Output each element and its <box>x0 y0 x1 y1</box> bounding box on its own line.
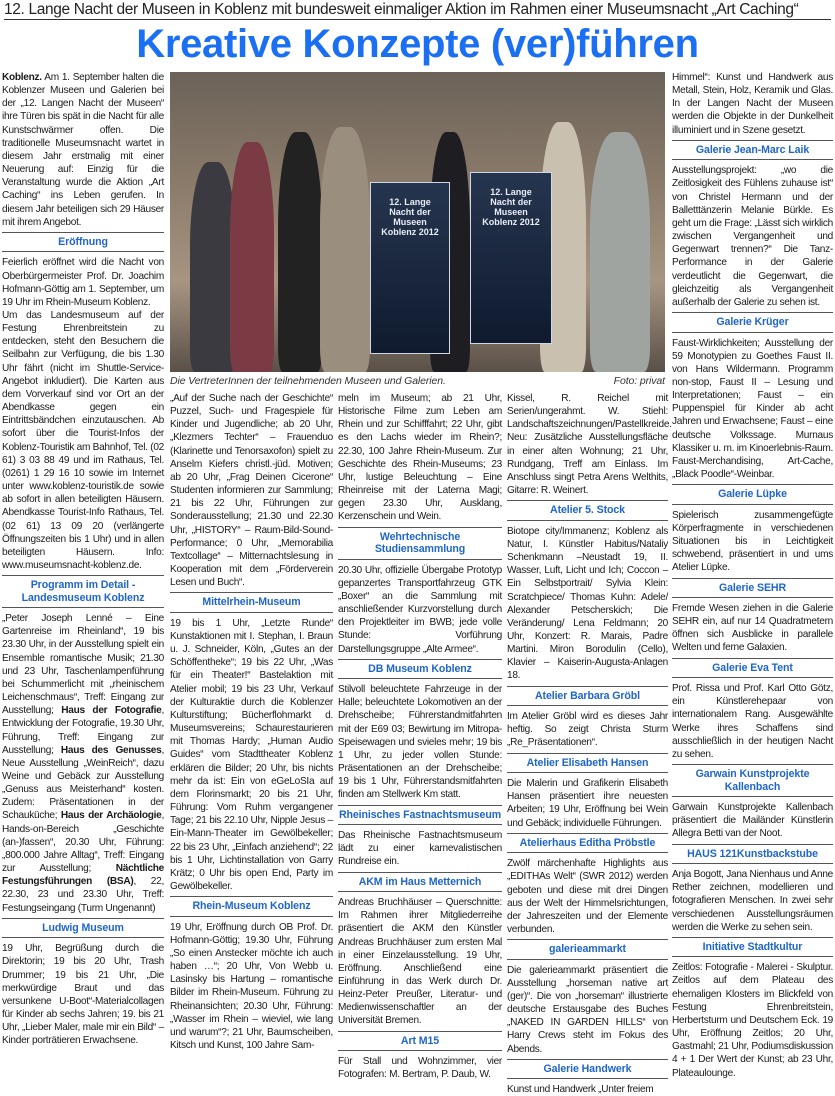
section-heading: Mittelrhein-Museum <box>170 592 333 613</box>
section-heading: Galerie Eva Tent <box>672 658 833 679</box>
caption-text: Die VertreterInnen der teilnehmenden Museen und Galerien. <box>170 375 446 387</box>
paragraph <box>170 921 333 1053</box>
text-run: Anja Bogott, Jana Nienhaus und Anne Rether zeichnen, modellieren und fotografieren Menschen. In zwei sehr verschiedenen Ausstellungsräumen werden die Werke zu sehen sein. <box>672 869 833 933</box>
section-heading: Ludwig Museum <box>2 918 164 939</box>
section-heading: Rhein-Museum Koblenz <box>170 896 333 917</box>
paragraph <box>672 602 833 655</box>
paragraph <box>2 309 164 572</box>
paragraph <box>672 71 833 137</box>
text-run: meln im Museum; ab 21 Uhr, Historische Filme zum Leben am Rhein und zur Schifffahrt; 22 Uhr, gibt es den Lachs wieder im Rhein?; 22.30, 100 Jahre Rhein-Museum. Zur Geschichte des Rhein-Museums; 23 Uhr, lustige Beleuchtung – Eine Rheinreise mit der Laterna Magi; gegen 23.30 Uhr, Ausklang, Kerzenschein und Wein. <box>338 393 502 523</box>
paragraph <box>338 392 502 524</box>
venue-name: Haus des Genusses <box>60 744 162 756</box>
event-poster <box>370 182 450 354</box>
text-run: Kissel, R. Reichel mit Serien/ungerahmt. W. Stiehl: Landschaftszeichnungen/Pastellkreide. <box>507 393 672 431</box>
photo-credit: Foto: privat <box>613 375 665 387</box>
text-run: Ausstellungsprojekt: „wo die Zeitlosigkeit des Fühlens zuhause ist“ von Christel Hermann und der Balletttänzerin Melanie Bürkle. Es geht um die Frage: „Lässt sich wirklich zwischen Vergangenheit und Gegenwart trennen?“ Die Tanz-Performance in der Galerie verdeutlicht die Gegenwart, die gleichzeitig als Vergangenheit außerhalb der Galerie zu sehen ist. <box>672 165 833 308</box>
text-run: , Neue Ausstellung „WeinReich“, dazu Weine und Gebäck zur Ausstellung „Genuss aus Meisterhand“ kosten. Zudem: Präsentationen in der Schauküche; <box>2 744 164 822</box>
text-run: Im Atelier Gröbl wird es dieses Jahr heftig. So zeigt Christa Sturm „Re_Präsentationen“. <box>507 711 668 749</box>
text-run: , Entwicklung der Fotografie, 19.30 Uhr, Führung, Treff: Eingang zur Ausstellung; <box>2 705 164 756</box>
text-run: Das Rheinische Fastnachtsmuseum lädt zu einer karnevalistischen Rundreise ein. <box>338 830 502 868</box>
paragraph <box>507 777 668 830</box>
text-run: Um das Landesmuseum auf der Festung Ehrenbreitstein zu entdecken, steht den Besuchern die Seilbahn zur Verfügung, die bis 1.30 Uhr fährt (nicht im Shuttle-Service-Angebot inkludiert). Die Karten aus dem Vorverkauf sind vor Ort an der Abendkasse gegen ein Eintrittsbändchen einzutauschen. Ab sofort über die Tourist-Infos der Koblenz-Touristik am Bahnhof, Tel. (02 61) 3 03 88 49 und im Rathaus, Tel. (0261) 1 29 16 10 sowie im Internet unter www.koblenz-touristik.de sowie ab sofort in allen beteiligten Häusern. Abendkasse Tourist-Info Rathaus, Tel. (02 61) 13 09 20 (verlängerte Öffnungszeiten bis 1 Uhr) und in allen beteiligten Häusern. Info: www.museumsnacht-koblenz.de. <box>2 310 164 571</box>
section-heading: Atelier Elisabeth Hansen <box>507 753 668 774</box>
paragraph <box>507 857 668 936</box>
text-run: Fremde Wesen ziehen in die Galerie SEHR ein, auf nur 14 Quadratmetern öffnen sich Ausblicke in parallele Welten und ferne Galaxien. <box>672 603 833 654</box>
paragraph <box>672 868 833 934</box>
paragraph <box>672 801 833 840</box>
section-heading: Galerie Lüpke <box>672 484 833 505</box>
paragraph <box>507 525 668 683</box>
text-run: Kunst und Handwerk „Unter freiem <box>507 1084 654 1096</box>
paragraph <box>507 1083 668 1096</box>
paragraph <box>338 829 502 868</box>
text-column-3 <box>338 392 502 1081</box>
section-heading: Atelier 5. Stock <box>507 500 668 521</box>
section-heading: Atelierhaus Editha Pröbstle <box>507 833 668 854</box>
paragraph <box>338 683 502 801</box>
paragraph <box>507 964 668 1056</box>
venue-name: Koblenz. <box>2 72 42 83</box>
text-column-2 <box>170 392 333 1052</box>
paragraph <box>170 392 333 589</box>
venue-name: Haus der Archäologie <box>60 810 162 822</box>
text-run: Prof. Rissa und Prof. Karl Otto Götz, ein Künstlerehepaar von internationalem Rang. Ausgewählte Werke ihres Schaffens sind ausschließlich in der heutigen Nacht zu sehen. <box>672 683 833 760</box>
event-poster <box>470 172 552 344</box>
text-run: Stilvoll beleuchtete Fahrzeuge in der Halle; beleuchtete Lokomotiven an der Drehscheibe; Führerstandmitfahrten mit der E69 03; Bewirtung im Mitropa-Speisewagen und svieles mehr; 19 bis 1 Uhr, zu jeder vollen Stunde: Präsentationen an der Drehscheibe; 19 bis 1 Uhr, Führerstandsmitfahrten finden am Stellwerk Km statt. <box>338 684 502 801</box>
text-run: Für Stall und Wohnzimmer, vier Fotografen: M. Bertram, P. Daub, W. <box>338 1056 502 1081</box>
text-run: „Auf der Suche nach der Geschichte“ Puzzel, Such- und Fragespiele für Kinder und Jugendliche; ab 20 Uhr, „Klezmers Techter“ – Frauenduo (Klarinette und Tenorsaxofon) spielt zu Anselm Kiefers christl.-jüd. Motiven; ab 20 Uhr, „Frag Deinen Cicerone“ Studenten informieren zur Sammlung; 21 bis 22 Uhr, Führungen zur Sonderausstellung; 21.30 und 22.30 Uhr, „HISTORY“ – Raum-Bild-Sound-Performance; 0 Uhr, „Memorabilia Textcollage“ – Mitternachtslesung in Kooperation mit dem „Förderverein Lesen und Buch“. <box>170 393 333 589</box>
text-run: Faust-Wirklichkeiten; Ausstellung der 59 Monotypien zu Goethes Faust II. von Hans Wildermann. Programm non-stop, Faust II – Lesung und Interpretationen; Faust – ein Puppenspiel für Kinder ab acht Jahren und Erwachsene; Faust – eine deutsche Volkssage. Murnaus Klassiker u. m. im Kinoerlebnis-Raum. Faust-Merchandising, Art-Cache, „Black Poodle“-Weinbar. <box>672 337 833 481</box>
paragraph <box>672 961 833 1079</box>
section-heading: Programm im Detail - Landesmuseum Koblenz <box>2 575 164 608</box>
poster-text: 12. Lange Nacht der Museen Koblenz 2012 <box>381 197 439 237</box>
section-heading: DB Museum Koblenz <box>338 659 502 680</box>
paragraph <box>507 431 668 497</box>
section-heading: galerieammarkt <box>507 939 668 960</box>
text-run: 19 Uhr, Eröffnung durch OB Prof. Dr. Hofmann-Göttig; 19.30 Uhr, Führung „So einen Anstecker möchte ich auch haben …“; 20 Uhr, Von Webb u. Lasinsky bis Hartung – romantische Bilder im Rhein-Museum. Führung zu Rheinansichten; 20.30 Uhr, Führung: „Wasser im Rhein – wieviel, wie lang und warum“?; 21 Uhr, Baumscheiben, Kitsch und Kunst, 100 Jahre Sam- <box>170 921 333 1052</box>
text-run: 19 Uhr, Begrüßung durch die Direktorin; 19 bis 20 Uhr, Trash Drummer; 19 bis 21 Uhr, „Die merkwürdige Braut und das versunkene U-Boot“-Materialcollagen für Kinder ab sechs Jahren; 19. bis 21 Uhr, „Lieber Maler, male mir ein Bild“ – Kinder porträtieren Erwachsene. <box>2 943 164 1047</box>
section-heading: Eröffnung <box>2 232 164 253</box>
text-run: Zwölf märchenhafte Highlights aus „EDITHAs Welt“ (SWR 2012) werden geboten und diese mit drei Dingen aus der Welt der Himmelsrichtungen, der Jahreszeiten und der Elemente verbunden. <box>507 858 668 935</box>
section-heading: AKM im Haus Metternich <box>338 872 502 893</box>
paragraph <box>338 564 502 656</box>
text-run: Himmel“: Kunst und Handwerk aus Metall, Stein, Holz, Keramik und Glas. In der Langen Nacht der Museen werden die Objekte in der Dunkelheit illuminiert und in Szene gesetzt. <box>672 72 833 136</box>
poster-text: 12. Lange Nacht der Museen Koblenz 2012 <box>482 187 540 227</box>
section-heading: Wehrtechnische Studiensammlung <box>338 527 502 560</box>
section-heading: Rheinisches Fastnachtsmuseum <box>338 805 502 826</box>
paragraph <box>2 256 164 309</box>
text-run: , Hands-on-Bereich „Geschichte (an-)fassen“, 20.30 Uhr, Führung: „800.000 Jahre Alltag“, Treff: Eingang zur Ausstellung; <box>2 810 164 875</box>
text-run: Biotope city/Immanenz; Koblenz als Natur, I. Künstler Habitus/Nataliy Schenkmann –Neustadt 19, II. Wasser, Luft, Licht und Ich; Coccon – Ein Selbstportrait/ Sylvia Klein: Scratchpiece/ Thomas Kuhn: Adele/ Alexander Petscherskich; Die Veränderung/ Lena Feldmann; 20 Uhr, Konzert: R. Marais, Padre Martini. Miron Borodulin (Cello), Klavier – Kaiserin-Augusta-Anlagen 18. <box>507 525 668 682</box>
text-run: Am 1. September halten die Koblenzer Museen und Galerien bei der „12. Langen Nacht der Museen“ ihre Türen bis spät in die Nacht für alle Kunstschwärmer offen. Die traditionelle Museumsnacht wartet in diesem Jahr erstmalig mit einer Neuerung auf: Einzig für die Veranstaltung wurde die Aktion „Art Caching“ ins Leben gerufen. In diesem Jahr beteiligen sich 29 Häuser mit ihrem Angebot. <box>2 72 164 228</box>
paragraph <box>672 509 833 575</box>
text-column-4 <box>507 392 672 1096</box>
text-run: Neu: Zusätzliche Ausstellungsfläche in einer alten Wohnung; 21 Uhr, Rundgang, Treff am Einlass. Im Anschluss singt Petra Arens Welthits, Gitarre: R. Weinert. <box>507 432 668 497</box>
text-run: Garwain Kunstprojekte Kallenbach präsentiert die Mailänder Künstlerin Allegra Betti van der Noot. <box>672 802 833 840</box>
paragraph <box>672 682 833 761</box>
section-heading: Galerie Krüger <box>672 312 833 333</box>
section-heading: Galerie Handwerk <box>507 1059 668 1080</box>
paragraph <box>2 942 164 1047</box>
paragraph <box>507 710 668 749</box>
text-run: Feierlich eröffnet wird die Nacht von Oberbürgermeister Prof. Dr. Joachim Hofmann-Göttig am 1. September, um 19 Uhr im Rhein-Museum Koblenz. <box>2 257 164 308</box>
paragraph <box>338 1055 502 1081</box>
text-run: 20.30 Uhr, offizielle Übergabe Prototyp gepanzertes Transportfahrzeug GTK „Boxer“ an die Sammlung mit anschließender Kurzvorstellung durch den Projektleiter im BWB; jede volle Stunde: Vorführung Darstellungsgruppe „Alte Armee“. <box>338 564 502 655</box>
venue-name: Nächtliche Festungsführungen (BSA) <box>2 863 164 888</box>
article-kicker: 12. Lange Nacht der Museen in Koblenz mit bundesweit einmaliger Aktion im Rahmen einer Museumsnacht „Art Caching“ <box>4 0 831 20</box>
text-run: , 22, 22.30, 23 und 23.30 Uhr, Treff: Festungseingang (Turm Ungenannt) <box>2 876 164 914</box>
paragraph <box>672 164 833 309</box>
paragraph <box>2 71 164 229</box>
section-heading: Initiative Stadtkultur <box>672 937 833 958</box>
paragraph <box>507 392 672 431</box>
photo-caption <box>170 375 665 387</box>
text-run: Zeitlos: Fotografie - Malerei - Skulptur. Zeitlos auf dem Plateau des ehemaligen Klosters im Blickfeld von Festung Ehrenbreitstein, Herbertsturm und Deutschem Eck. 19 Uhr, Eröffnung Zeitlos; 20 Uhr, Gastmahl; 21 Uhr, Podiumsdiskussion 4 + 1 Der Wert der Kunst; ab 23 Uhr, Plateaulounge. <box>672 962 833 1079</box>
text-run: Andreas Bruchhäuser – Querschnitte: Im Rahmen ihrer Mitgliederreihe präsentiert die AKM den Künstler Andreas Bruchhäuser zum ersten Mal in einer Einzelausstellung. 19 Uhr, Eröffnung. Anschließend eine Einführung in das Werk durch Dr. Heinz-Peter Preußer, Literatur- und Medienwissenschaftler an der Universität Bremen. <box>338 897 502 1027</box>
paragraph <box>672 337 833 482</box>
article-title: Kreative Konzepte (ver)führen <box>136 22 699 66</box>
paragraph <box>170 617 333 893</box>
venue-name: Haus der Fotografie <box>61 705 162 717</box>
text-column-1 <box>2 71 164 1047</box>
text-run: 19 bis 1 Uhr, „Letzte Runde“ Kunstaktionen mit I. Stephan, I. Braun u. J. Schneider, Köln, „Gutes an der Schöffentheke“; 19 bis 22 Uhr, „Was für ein Theater!“ Bastelaktion mit Atelier mobil; 19 bis 23 Uhr, Verkauf der Kulturaktie durch die Koblenzer Kulturstiftung; Bücherflohmarkt d. Museumsvereins; Schaurestaurieren mit Thomas Hardy; „Human Audio Guides“ vom Stadttheater Koblenz erklären die Bilder; 20 Uhr, bis nichts mehr da ist: Ein von eGeLoSIa auf dem Florinsmarkt; 20 bis 21 Uhr, Führung: Vom Ruhm vergangener Tage; 21 bis 22.10 Uhr, Nipple Jesus – Ein-Mann-Theater im Gewölbekeller; 22 bis 23 Uhr, „Einfach anziehend“; 22 bis 1 Uhr, Lichtinstallation von Garry Krätz; 0 Uhr bis open End, Party im Gewölbekeller. <box>170 617 333 892</box>
section-heading: Garwain Kunstprojekte Kallenbach <box>672 764 833 797</box>
section-heading: Galerie Jean-Marc Laik <box>672 140 833 161</box>
section-heading: Atelier Barbara Gröbl <box>507 686 668 707</box>
text-run: Die Malerin und Grafikerin Elisabeth Hansen präsentiert ihre neuesten Arbeiten; 19 Uhr, Eröffnung bei Wein und Gebäck; individuelle Führungen. <box>507 778 668 829</box>
text-run: „Peter Joseph Lenné – Eine Gartenreise im Rheinland“, 19 bis 23.30 Uhr, in der Ausstellung spielt ein Ensemble romantische Musik; 21.30 und 23 Uhr, Taschenlampenführung bei Schummerlicht mit „rheinischem Leichenschmaus“, Treff: Eingang zur Ausstellung; <box>2 613 164 717</box>
section-heading: Galerie SEHR <box>672 578 833 599</box>
text-run: Spielerisch zusammengefügte Körperfragmente in verschiedenen Situationen bis in Leichtigkeit schwebend, präsentiert in und ums Atelier Lüpke. <box>672 509 833 574</box>
text-column-5 <box>672 71 833 1080</box>
group-photo <box>170 72 665 372</box>
section-heading: Art M15 <box>338 1031 502 1052</box>
paragraph <box>338 896 502 1028</box>
section-heading: HAUS 121Kunstbackstube <box>672 844 833 865</box>
paragraph <box>2 612 164 915</box>
text-run: Die galerieammarkt präsentiert die Ausstellung „horseman native art (ger)“. Die von „horseman“ illustrierte deutsche Erstausgabe des Buches „NAKED IN GARDEN HILLS“ von Harry Crews steht im Fokus des Abends. <box>507 964 668 1055</box>
